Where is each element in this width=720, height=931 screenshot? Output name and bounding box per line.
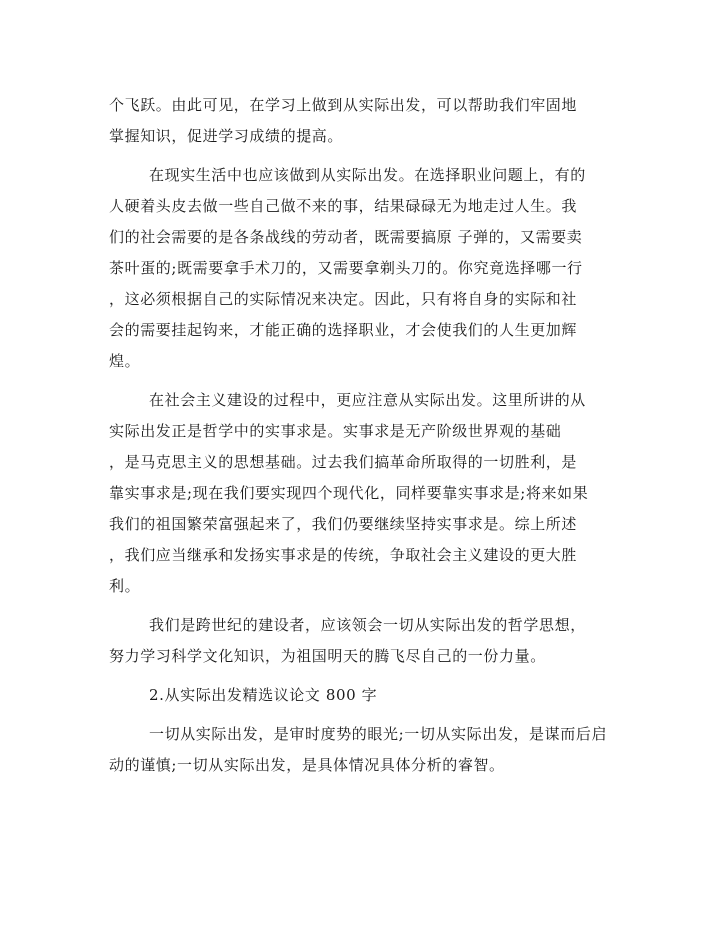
text-line: 茶叶蛋的;既需要拿手术刀的，又需要拿剃头刀的。你究竟选择哪一行	[109, 259, 583, 277]
section-heading	[109, 680, 619, 711]
text-line: 我们是跨世纪的建设者，应该领会一切从实际出发的哲学思想，	[149, 616, 586, 634]
text-line: ，我们应当继承和发扬实事求是的传统，争取社会主义建设的更大胜	[109, 546, 578, 564]
text-line: 靠实事求是;现在我们要实现四个现代化，同样要靠实事求是;将来如果	[109, 484, 589, 502]
text-line: ，是马克思主义的思想基础。过去我们搞革命所取得的一切胜利，是	[109, 453, 578, 471]
document-body	[109, 90, 619, 789]
text-line: 实际出发正是哲学中的实事求是。实事求是无产阶级世界观的基础	[109, 422, 562, 440]
text-line: 个飞跃。由此可见，在学习上做到从实际出发，可以帮助我们牢固地	[109, 96, 578, 114]
section-heading-text: 2.从实际出发精选议论文 800 字	[149, 686, 378, 704]
paragraph-2	[109, 160, 619, 377]
text-line: 掌握知识，促进学习成绩的提高。	[109, 127, 344, 145]
text-line: 动的谨慎;一切从实际出发，是具体情况具体分析的睿智。	[109, 756, 505, 774]
text-line: 努力学习科学文化知识，为祖国明天的腾飞尽自己的一份力量。	[109, 647, 546, 665]
text-line: 在社会主义建设的过程中，更应注意从实际出发。这里所讲的从	[149, 391, 586, 409]
text-line: 们的社会需要的是各条战线的劳动者，既需要搞原 子弹的，又需要卖	[109, 228, 583, 246]
paragraph-4	[109, 610, 619, 672]
paragraph-5	[109, 719, 619, 781]
paragraph-3	[109, 385, 619, 602]
text-line: 利。	[109, 577, 141, 595]
text-line: ，这必须根据自己的实际情况来决定。因此，只有将自身的实际和社	[109, 290, 578, 308]
text-line: 我们的祖国繁荣富强起来了，我们仍要继续坚持实事求是。综上所述	[109, 515, 578, 533]
text-line: 煌。	[109, 352, 141, 370]
paragraph-1	[109, 90, 619, 152]
text-line: 人硬着头皮去做一些自己做不来的事，结果碌碌无为地走过人生。我	[109, 197, 578, 215]
text-line: 在现实生活中也应该做到从实际出发。在选择职业问题上，有的	[149, 166, 586, 184]
text-line: 一切从实际出发，是审时度势的眼光;一切从实际出发，是谋而后启	[149, 725, 608, 743]
text-line: 会的需要挂起钩来，才能正确的选择职业，才会使我们的人生更加辉	[109, 321, 578, 339]
